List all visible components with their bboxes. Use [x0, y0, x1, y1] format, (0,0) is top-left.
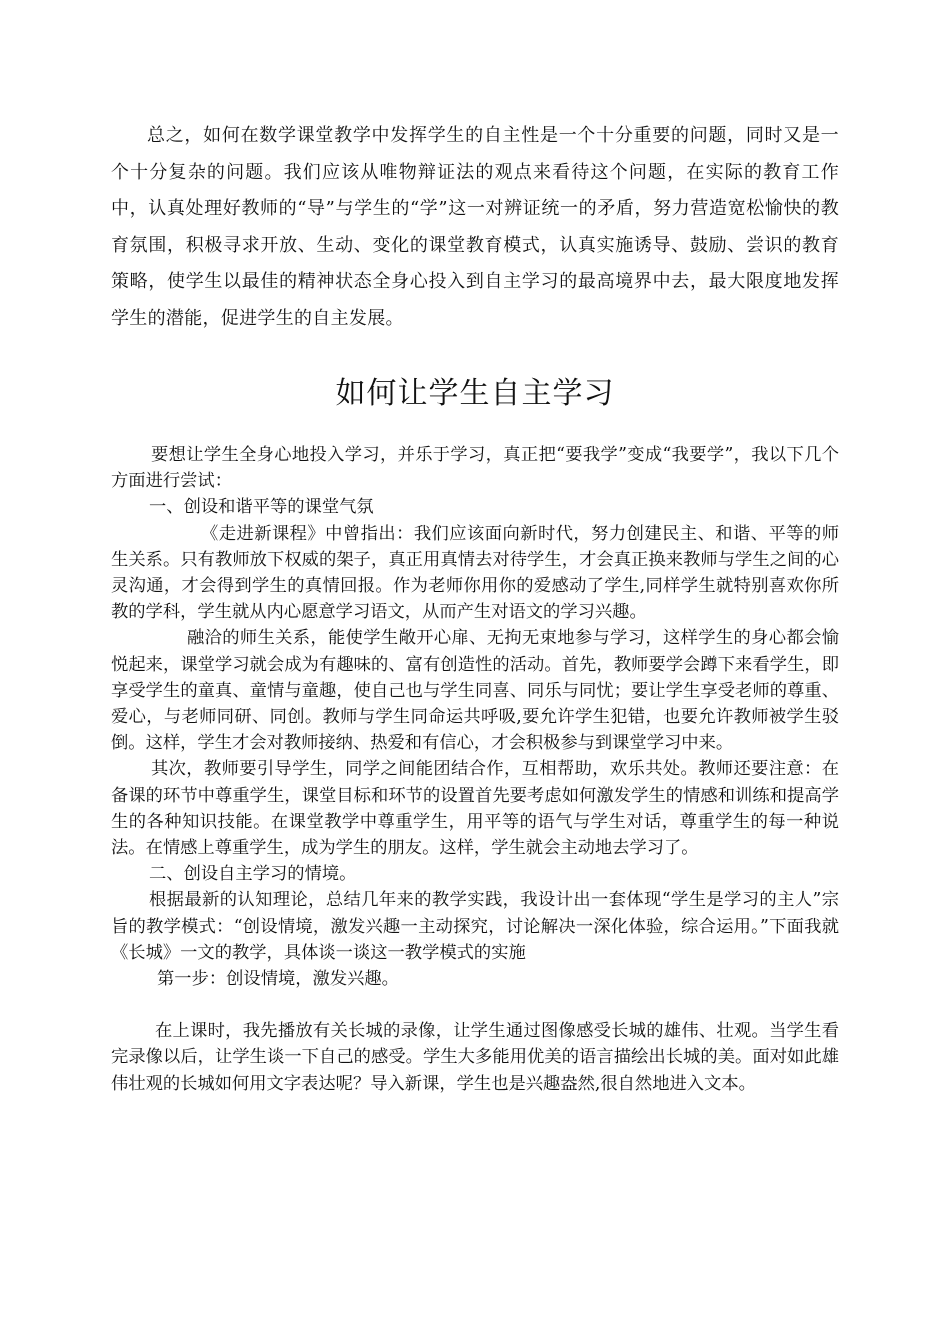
blank-line — [111, 992, 839, 1018]
intro-paragraph: 总之，如何在数学课堂教学中发挥学生的自主性是一个十分重要的问题，同时又是一个十分复杂的问题。我们应该从唯物辩证法的观点来看待这个问题，在实际的教育工作中，认真处理好教师的“导”与学生的“学”这一对辨证统一的矛盾，努力营造宽松愉快的教育氛围，积极寻求开放、生动、变化的课堂教育模式，认真实施诱导、鼓励、尝识的教育策略，使学生以最佳的精神状态全身心投入到自主学习的最高境界中去，最大限度地发挥学生的潜能，促进学生的自主发展。 — [111, 125, 839, 329]
section1-paragraph-2: 融洽的师生关系，能使学生敞开心扉、无拘无束地参与学习，这样学生的身心都会愉悦起来，课堂学习就会成为有趣味的、富有创造性的活动。首先，教师要学会蹲下来看学生，即享受学生的童真、童情与童趣，使自己也与学生同喜、同乐与同忧；要让学生享受老师的尊重、爱心，与老师同研、同创。教师与学生同命运共呼吸,要允许学生犯错，也要允许教师被学生驳倒。这样，学生才会对教师接纳、热爱和有信心，才会积极参与到课堂学习中来。 — [111, 628, 839, 754]
section1-heading: 一、创设和谐平等的课堂气氛 — [149, 497, 374, 518]
step1-heading: 第一步：创设情境，激发兴趣。 — [157, 969, 399, 990]
article-title: 如何让学生自主学习 — [335, 376, 615, 411]
article-body — [111, 442, 839, 1097]
section2-heading: 二、创设自主学习的情境。 — [149, 864, 357, 885]
section2-paragraph-1: 根据最新的认知理论，总结几年来的教学实践，我设计出一套体现“学生是学习的主人”宗旨的教学模式：“创设情境，激发兴趣一主动探究，讨论解决一深化体验，综合运用。”下面我就《长城》一文的教学，具体谈一谈这一教学模式的实施 — [111, 890, 839, 963]
section1-paragraph-3: 其次，教师要引导学生，同学之间能团结合作，互相帮助，欢乐共处。教师还要注意：在备课的环节中尊重学生，课堂目标和环节的设置首先要考虑如何激发学生的情感和训练和提高学生的各种知识技能。在课堂教学中尊重学生，用平等的语气与学生对话，尊重学生的每一种说法。在情感上尊重学生，成为学生的朋友。这样，学生就会主动地去学习了。 — [111, 759, 839, 859]
opening-paragraph: 要想让学生全身心地投入学习，并乐于学习，真正把“要我学”变成“我要学”，我以下几个方面进行尝试： — [111, 445, 839, 492]
section1-paragraph-1: 《走进新课程》中曾指出：我们应该面向新时代，努力创建民主、和谐、平等的师生关系。只有教师放下权威的架子，真正用真情去对待学生，才会真正换来教师与学生之间的心灵沟通，才会得到学生的真情回报。作为老师你用你的爱感动了学生,同样学生就特别喜欢你所教的学科，学生就从内心愿意学习语文，从而产生对语文的学习兴趣。 — [111, 523, 839, 623]
step1-paragraph: 在上课时，我先播放有关长城的录像，让学生通过图像感受长城的雄伟、壮观。当学生看完录像以后，让学生谈一下自己的感受。学生大多能用优美的语言描绘出长城的美。面对如此雄伟壮观的长城如何用文字表达呢？导入新课，学生也是兴趣盎然,很自然地进入文本。 — [111, 1021, 839, 1094]
